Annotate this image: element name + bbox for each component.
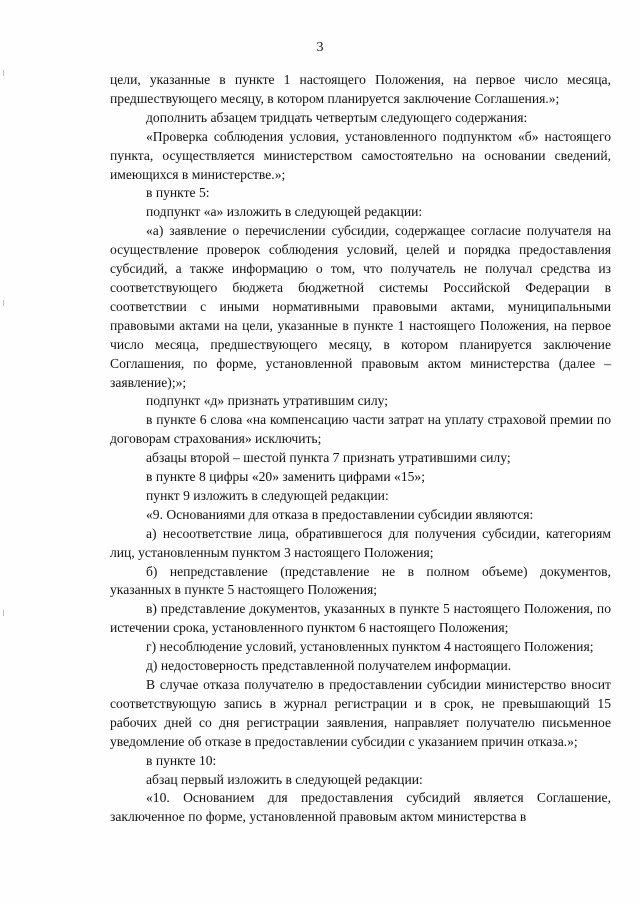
- paragraph: подпункт «д» признать утратившим силу;: [146, 393, 389, 409]
- paragraph: в пункте 10:: [146, 752, 217, 768]
- scan-edge-mark: [3, 300, 4, 306]
- paragraph: а) несоответствие лица, обратившегося для получения субсидии, категориям лиц, установленным пунктом 3 настоящего Положения;: [110, 525, 611, 560]
- paragraph: пункт 9 изложить в следующей редакции:: [146, 487, 389, 503]
- paragraph: абзацы второй – шестой пункта 7 признать утратившими силу;: [146, 450, 511, 466]
- scan-edge-mark: [3, 70, 4, 76]
- page-number: 3: [316, 40, 324, 55]
- paragraph: «9. Основаниями для отказа в предоставлении субсидии являются:: [146, 506, 534, 522]
- paragraph: «а) заявление о перечислении субсидии, содержащее согласие получателя на осуществление проверок соблюдения условий, целей и порядка предоставления субсидий, а также информацию о том, что получатель не получал средства из соответствующего бюджета бюджетной системы Российской Федерации в соответствии с иными нормативными правовыми актами, муниципальными правовыми актами на цели, указанные в пункте 1 настоящего Положения, на первое число месяца, предшествующего месяцу, в котором планируется заключение Соглашения, по форме, установленной правовым актом министерства (далее – заявление);»;: [110, 223, 611, 390]
- paragraph: б) непредставление (представление не в полном объеме) документов, указанных в пункте 5 настоящего Положения;: [110, 563, 611, 598]
- paragraph: «10. Основанием для предоставления субсидий является Соглашение, заключенное по форме, установленной правовым актом министерства в: [110, 790, 611, 825]
- paragraph: в пункте 5:: [146, 185, 210, 201]
- paragraph: В случае отказа получателю в предоставлении субсидии министерство вносит соответствующую запись в журнал регистрации и в срок, не превышающий 15 рабочих дней со дня регистрации заявления, направляет получателю письменное уведомление об отказе в предоставлении субсидии с указанием причин отказа.»;: [110, 677, 611, 749]
- paragraph: г) несоблюдение условий, установленных пунктом 4 настоящего Положения;: [146, 639, 594, 655]
- document-body: [110, 71, 611, 827]
- paragraph: в) представление документов, указанных в пункте 5 настоящего Положения, по истечении срока, установленного пунктом 6 настоящего Положения;: [110, 601, 611, 636]
- paragraph: цели, указанные в пункте 1 настоящего Положения, на первое число месяца, предшествующего месяцу, в котором планируется заключение Соглашения.»;: [110, 72, 611, 106]
- paragraph: дополнить абзацем тридцать четвертым следующего содержания:: [146, 109, 528, 125]
- paragraph: «Проверка соблюдения условия, установленного подпунктом «б» настоящего пункта, осуществляется министерством самостоятельно на основании сведений, имеющихся в министерстве.»;: [110, 128, 611, 182]
- paragraph: абзац первый изложить в следующей редакции:: [146, 771, 423, 787]
- scan-edge-mark: [3, 610, 4, 616]
- paragraph: д) недостоверность представленной получателем информации.: [146, 658, 512, 674]
- paragraph: в пункте 6 слова «на компенсацию части затрат на уплату страховой премии по договорам страхования» исключить;: [110, 412, 611, 447]
- paragraph: в пункте 8 цифры «20» заменить цифрами «15»;: [146, 469, 425, 485]
- paragraph: подпункт «а» изложить в следующей редакции:: [146, 204, 423, 220]
